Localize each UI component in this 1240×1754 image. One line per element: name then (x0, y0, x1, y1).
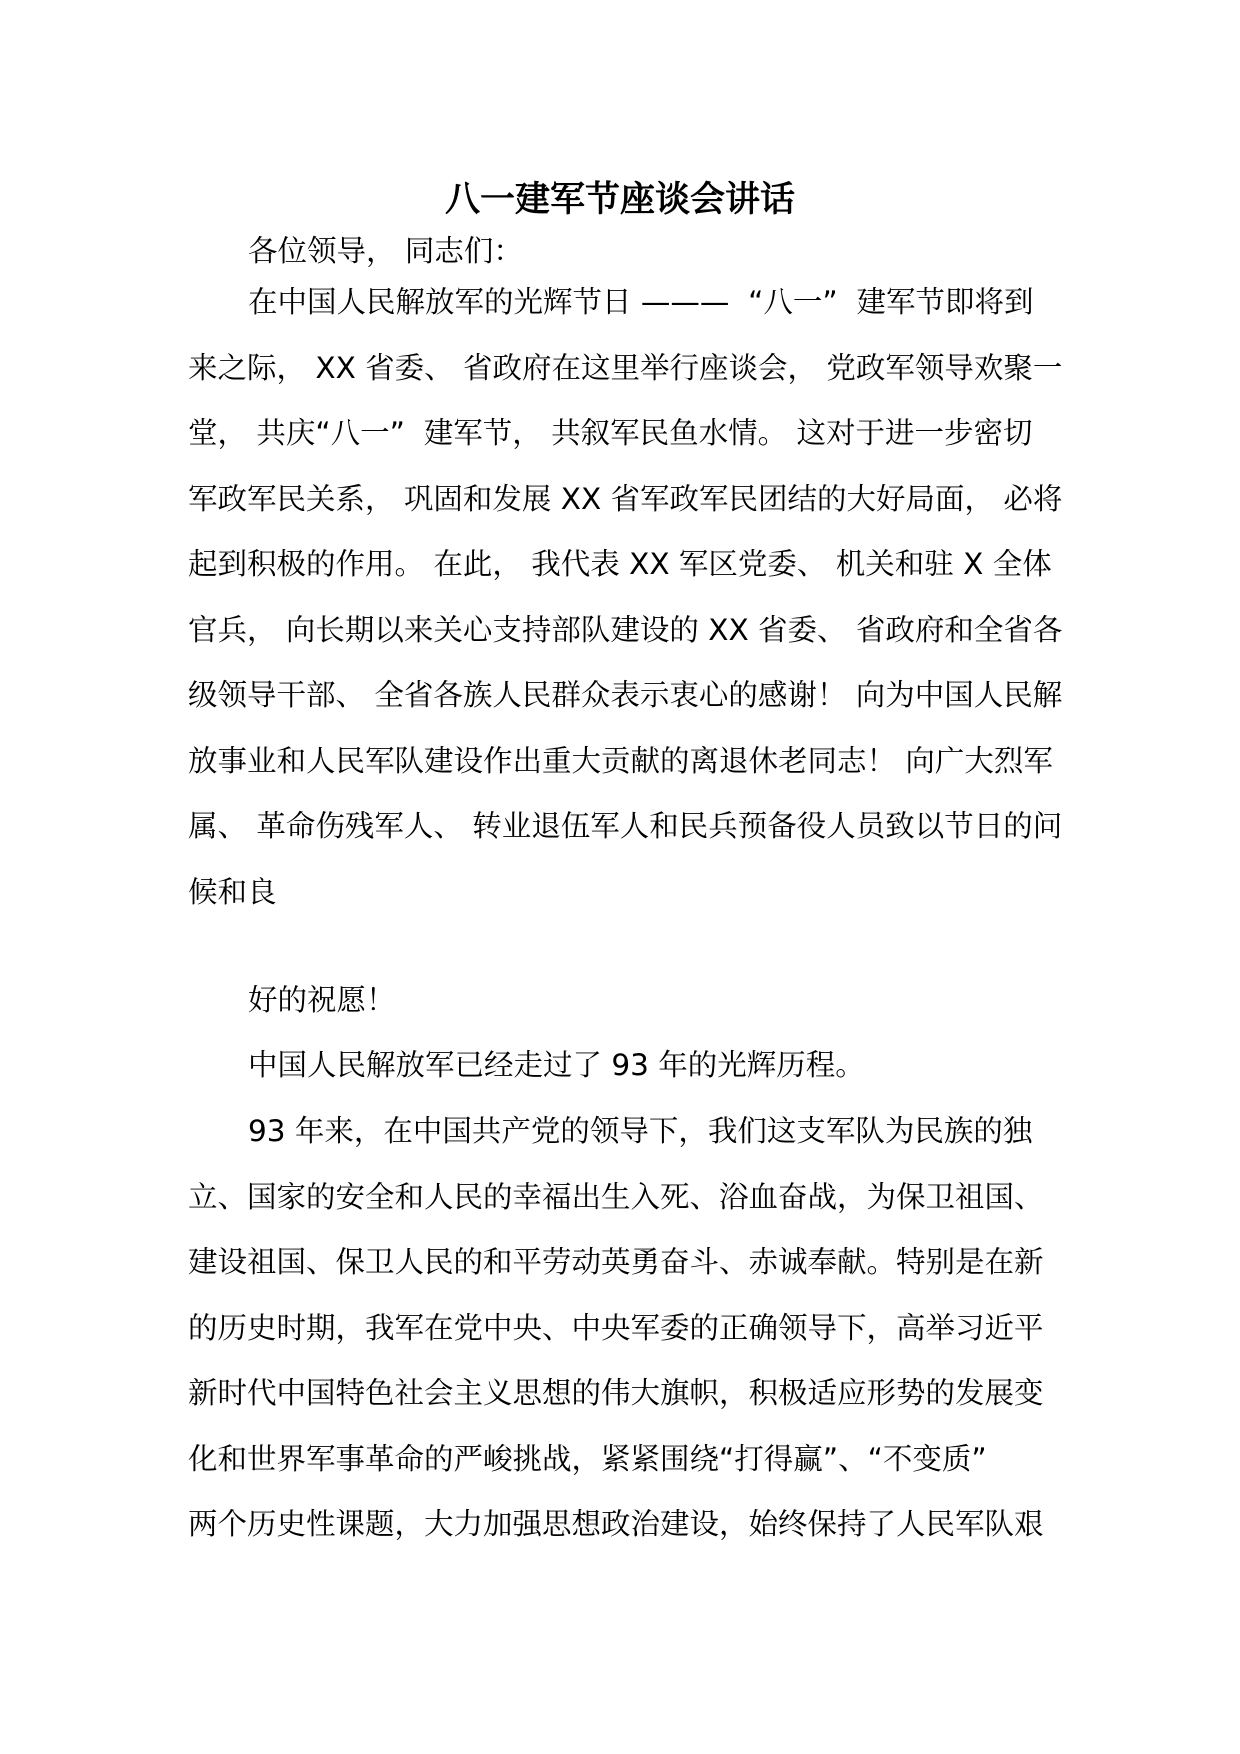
paragraph-1-line: 级领导干部、 全省各族人民群众表示衷心的感谢！ 向为中国人民解 (188, 678, 1063, 712)
salutation: 各位领导， 同志们： (248, 234, 523, 268)
paragraph-1-line: 军政军民关系， 巩固和发展 XX 省军政军民团结的大好局面， 必将 (188, 481, 1063, 516)
paragraph-3-text: 中国人民解放军已经走过了 93 年的光辉历程。 (248, 1048, 865, 1082)
paragraph-4-line: 的历史时期，我军在党中央、中央军委的正确领导下，高举习近平 (188, 1310, 1044, 1345)
paragraph-1-line: 放事业和人民军队建设作出重大贡献的离退休老同志！ 向广大烈军 (188, 743, 1053, 778)
paragraph-1-line: 候和良 (188, 874, 277, 909)
paragraph-4-line: 93 年来，在中国共产党的领导下，我们这支军队为民族的独 (248, 1114, 1033, 1148)
paragraph-4 (188, 1099, 1060, 1558)
paragraph-1-line: 堂， 共庆“八一” 建军节， 共叙军民鱼水情。 这对于进一步密切 (188, 416, 1033, 450)
paragraph-1-line: 在中国人民解放军的光辉节日 ——— “八一” 建军节即将到 (248, 285, 1034, 319)
paragraph-1 (188, 270, 1063, 925)
paragraph-1-line: 属、 革命伤残军人、 转业退伍军人和民兵预备役人员致以节日的问 (188, 809, 1063, 843)
document-title: 八一建军节座谈会讲话 (444, 180, 795, 220)
paragraph-4-line: 新时代中国特色社会主义思想的伟大旗帜，积极适应形势的发展变 (188, 1376, 1044, 1410)
paragraph-4-line: 两个历史性课题，大力加强思想政治建设，始终保持了人民军队艰 (188, 1507, 1044, 1541)
paragraph-1-line: 官兵， 向长期以来关心支持部队建设的 XX 省委、 省政府和全省各 (188, 612, 1063, 647)
paragraph-2-text: 好的祝愿！ (248, 983, 396, 1017)
paragraph-1-line: 来之际， XX 省委、 省政府在这里举行座谈会， 党政军领导欢聚一 (188, 350, 1063, 385)
paragraph-4-line: 建设祖国、保卫人民的和平劳动英勇奋斗、赤诚奉献。特别是在新 (188, 1245, 1044, 1279)
paragraph-4-line: 化和世界军事革命的严峻挑战，紧紧围绕“打得赢”、“不变质” (188, 1441, 987, 1476)
paragraph-2 (188, 968, 1060, 1034)
paragraph-4-line: 立、国家的安全和人民的幸福出生入死、浴血奋战，为保卫祖国、 (188, 1179, 1044, 1214)
paragraph-1-line: 起到积极的作用。 在此， 我代表 XX 军区党委、 机关和驻 X 全体 (188, 547, 1052, 581)
paragraph-3 (188, 1033, 1060, 1099)
